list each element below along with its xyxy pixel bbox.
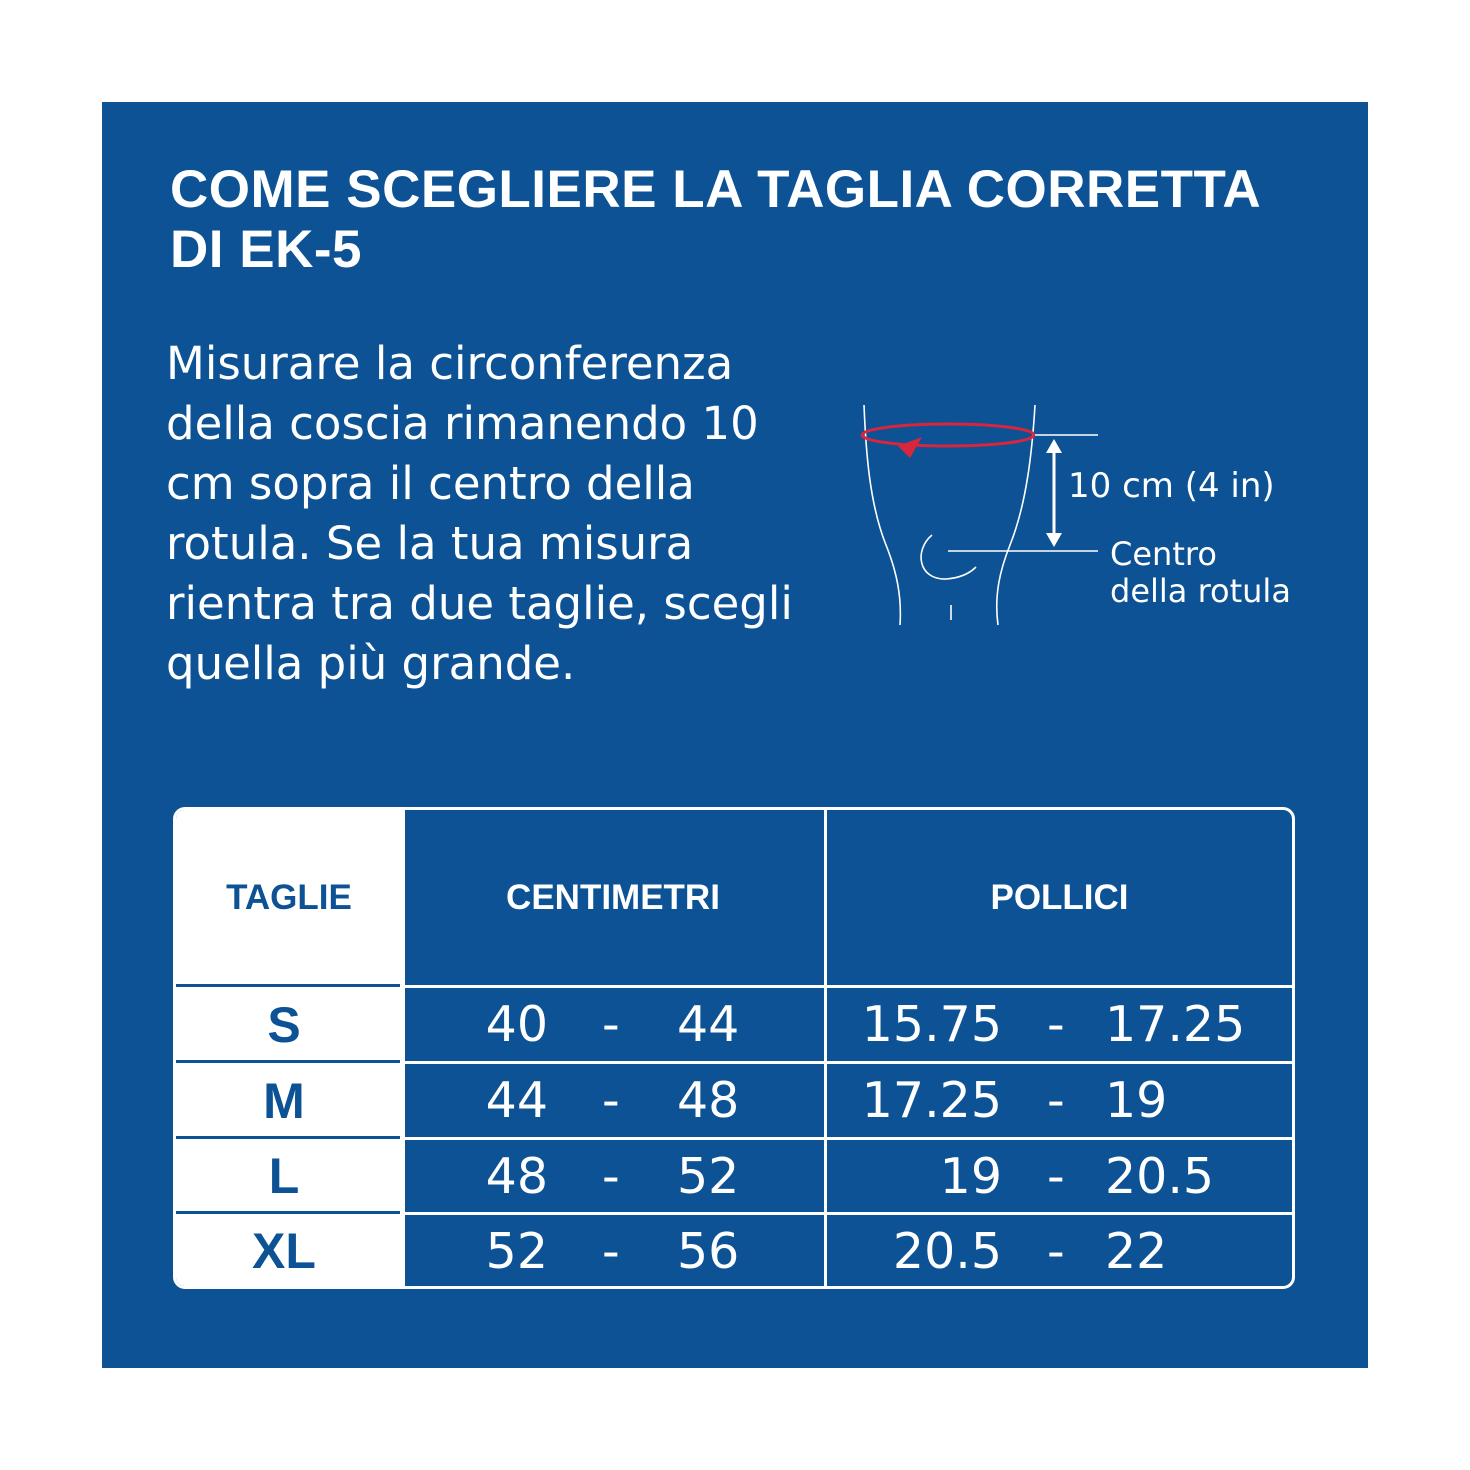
knee-measurement-diagram: [850, 395, 1310, 635]
range-separator: -: [602, 1147, 620, 1205]
measuring-tape: [862, 424, 1034, 446]
size-table: [173, 807, 1295, 1289]
range-separator: -: [1047, 1147, 1065, 1205]
table-row: [827, 988, 1292, 1060]
header-inches: POLLICI: [990, 877, 1129, 917]
table-row: [827, 1215, 1292, 1287]
in-min: 17.25: [861, 1071, 1002, 1129]
in-max: 19: [1105, 1071, 1168, 1129]
measurement-instructions: Misurare la circonferenza della coscia rimanendo 10 cm sopra il centro della rotula. Se la tua misura rientra tra due taglie, scegli quella più grande.: [166, 337, 793, 690]
page-title: COME SCEGLIERE LA TAGLIA CORRETTA DI EK-5: [170, 160, 1260, 279]
in-max: 17.25: [1105, 995, 1246, 1053]
size-row-divider: [176, 984, 400, 987]
size-label-xl: XL: [252, 1223, 316, 1279]
table-row: [827, 1140, 1292, 1212]
table-row: [402, 1064, 824, 1136]
range-separator: -: [602, 1222, 620, 1280]
table-row: [827, 1064, 1292, 1136]
cm-max: 56: [677, 1222, 740, 1280]
size-label-m: M: [263, 1072, 305, 1129]
in-min: 15.75: [861, 995, 1002, 1053]
range-separator: -: [1047, 1071, 1065, 1129]
kneecap-center-label-1: Centro: [1110, 535, 1217, 573]
in-min: 20.5: [892, 1222, 1002, 1280]
table-row: [402, 988, 824, 1060]
range-separator: -: [1047, 1222, 1065, 1280]
cm-max: 52: [677, 1147, 740, 1205]
cm-min: 52: [485, 1222, 548, 1280]
range-separator: -: [1047, 995, 1065, 1053]
tape-arrow-icon: [898, 437, 922, 458]
size-label-s: S: [267, 996, 301, 1053]
range-separator: -: [602, 995, 620, 1053]
arrow-up-icon: [1046, 439, 1062, 453]
cm-max: 44: [677, 995, 740, 1053]
cm-min: 44: [485, 1071, 548, 1129]
header-centimeters: CENTIMETRI: [506, 877, 720, 917]
cm-min: 40: [485, 995, 548, 1053]
cm-min: 48: [485, 1147, 548, 1205]
range-separator: -: [602, 1071, 620, 1129]
arrow-down-icon: [1046, 533, 1062, 547]
in-min: 19: [939, 1147, 1002, 1205]
in-max: 22: [1105, 1222, 1168, 1280]
header-sizes: TAGLIE: [226, 877, 352, 917]
kneecap-center-label-2: della rotula: [1110, 572, 1291, 610]
table-row: [402, 1215, 824, 1287]
table-row: [402, 1140, 824, 1212]
kneecap-curve: [921, 535, 976, 579]
size-label-l: L: [268, 1148, 300, 1204]
distance-label: 10 cm (4 in): [1068, 466, 1275, 506]
cm-max: 48: [677, 1071, 740, 1129]
in-max: 20.5: [1105, 1147, 1215, 1205]
